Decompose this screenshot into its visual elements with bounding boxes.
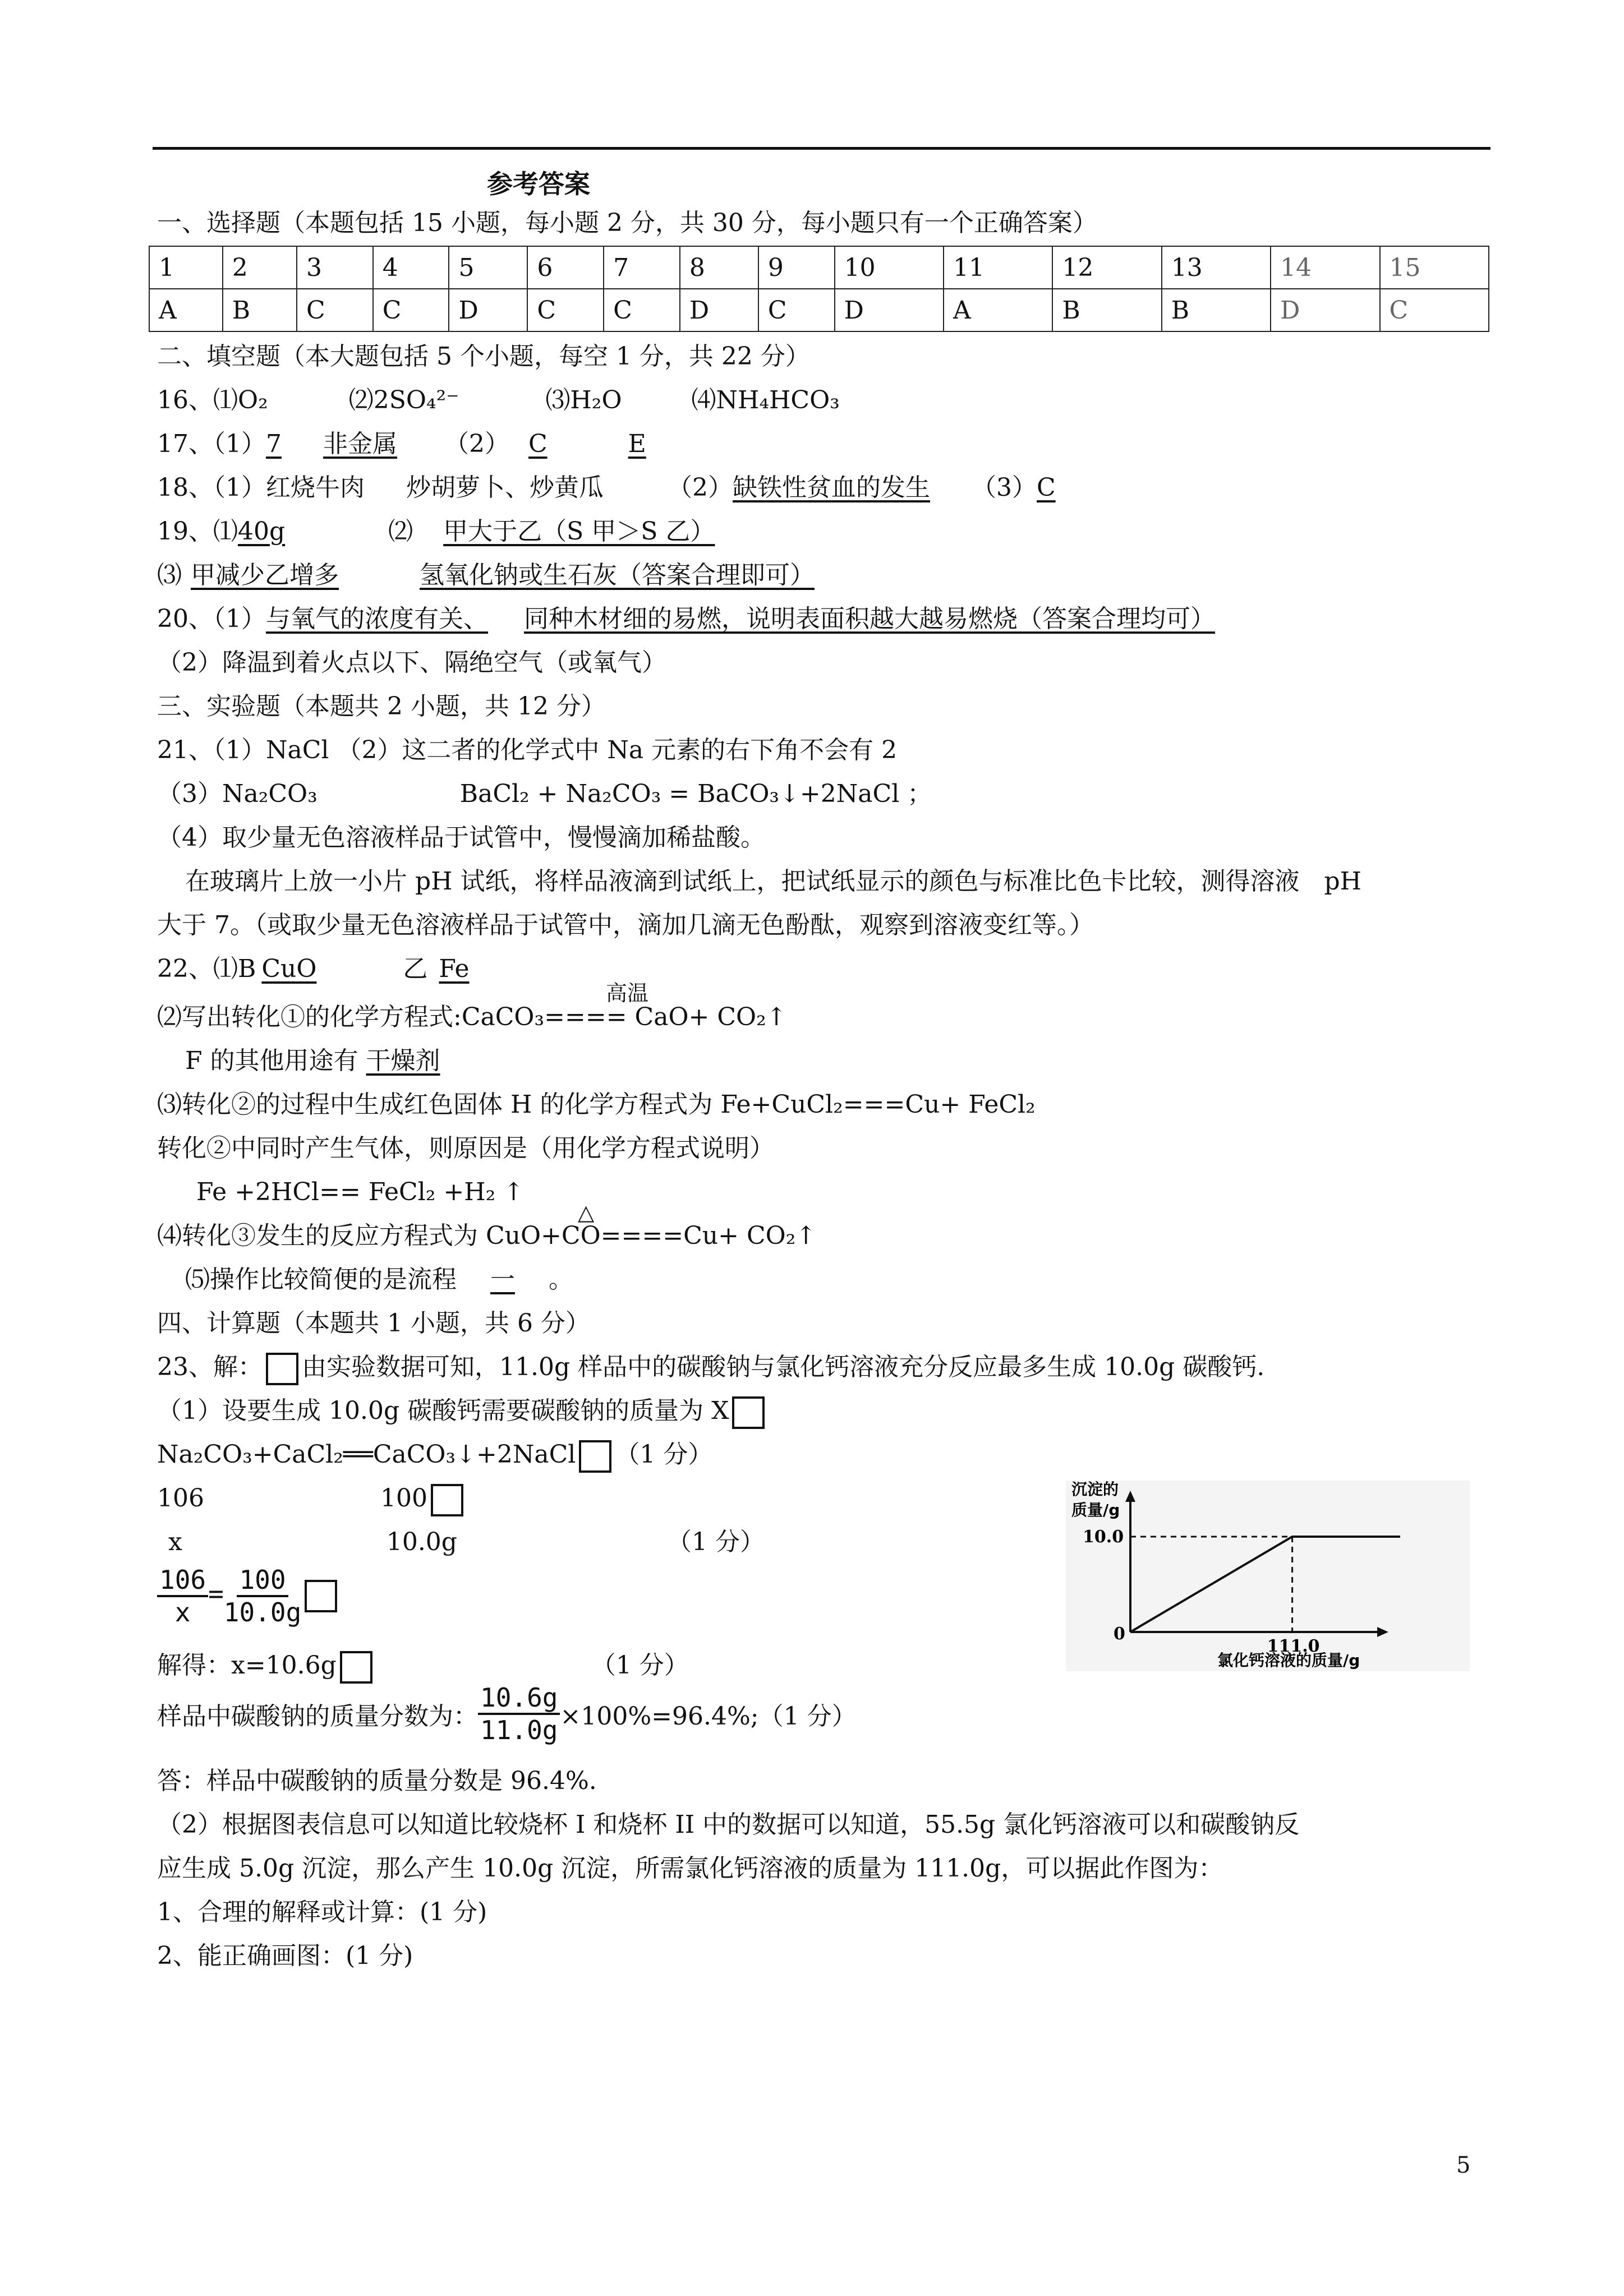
table-cell: 14 [1271, 246, 1379, 289]
q23-mass-caco3: 100 [380, 1484, 427, 1513]
q19-line1 [157, 516, 715, 547]
page-number: 5 [1456, 2152, 1471, 2178]
q20-answer2: 同种木材细的易燃，说明表面积越大越易燃烧（答案合理均可） [523, 605, 1215, 633]
q16-line [157, 385, 840, 416]
section3-heading: 三、实验题（本题共 2 小题，共 12 分） [157, 692, 606, 721]
q22-label: 22、⑴B [157, 955, 256, 983]
q23-line8 [157, 1682, 857, 1745]
q21-line1: 21、（1）NaCl （2）这二者的化学式中 Na 元素的右下角不会有 2 [157, 736, 898, 764]
q19-label: 19、⑴ [157, 517, 238, 546]
table-cell: D [1271, 289, 1379, 331]
q17-answer3: C [528, 430, 548, 458]
q21-line4: 在玻璃片上放一小片 pH 试纸，将样品液滴到试纸上，把试纸显示的颜色与标准比色卡比较，测得溶液 pH [185, 867, 1362, 896]
q21-answer3b: BaCl₂ + Na₂CO₃ = BaCO₃↓+2NaCl ； [459, 780, 932, 808]
y-axis-label: 质量/g [1071, 1501, 1120, 1519]
q19-part3: ⑶ [157, 561, 182, 589]
q22-line3 [185, 1045, 485, 1077]
q23-line13: 2、能正确画图：(1 分) [157, 1942, 413, 1970]
q23-unknown-x: x [168, 1528, 182, 1556]
table-cell: C [297, 289, 373, 331]
q17-answer4: E [628, 430, 646, 458]
q23-line11: 应生成 5.0g 沉淀，那么产生 10.0g 沉淀，所需氯化钙溶液的质量为 111.0g，可以据此作图为： [157, 1854, 1223, 1883]
table-cell: 4 [373, 246, 449, 289]
page-title: 参考答案 [487, 169, 590, 199]
table-cell: 11 [944, 246, 1052, 289]
q16-answer2: ⑵2SO₄²⁻ [348, 386, 459, 414]
q22-label-yi: 乙 [403, 955, 428, 983]
q21-answer3a: （3）Na₂CO₃ [157, 780, 318, 808]
x-axis-label: 氯化钙溶液的质量/g [1217, 1651, 1360, 1670]
table-cell: A [149, 289, 223, 331]
q22-answer-b: CuO [261, 955, 317, 983]
q23-text1: 由实验数据可知，11.0g 样品中的碳酸钠与氯化钙溶液充分反应最多生成 10.0g 碳酸钙. [302, 1353, 1265, 1381]
table-cell: B [1052, 289, 1161, 331]
q22-line8 [185, 1264, 573, 1295]
table-cell: 2 [223, 246, 297, 289]
checkbox [340, 1651, 372, 1684]
table-cell: B [1162, 289, 1271, 331]
table-cell: D [680, 289, 758, 331]
q18-line [157, 472, 1056, 504]
q22-line1 [157, 953, 470, 985]
checkbox [305, 1580, 337, 1612]
q22-line7: ⑷转化③发生的反应方程式为 CuO+CO====Cu+ CO₂↑ [157, 1221, 817, 1250]
q18-answer1: 炒胡萝卜、炒黄瓜 [406, 473, 604, 502]
q17-answer2: 非金属 [323, 430, 397, 458]
table-cell: 1 [149, 246, 223, 289]
q23-percentage-label: 样品中碳酸钠的质量分数为： [157, 1702, 478, 1731]
table-row-numbers [149, 246, 1489, 289]
y-tick-label: 10.0 [1083, 1527, 1124, 1547]
q23-equation: Na₂CO₃+CaCl₂══CaCO₃↓+2NaCl [157, 1440, 576, 1469]
table-cell: C [1380, 289, 1489, 331]
q18-label: 18、（1）红烧牛肉 [157, 473, 365, 502]
table-cell: 8 [680, 246, 758, 289]
q18-part3: （3） [971, 473, 1037, 502]
x-tick-label: 111.0 [1267, 1636, 1320, 1656]
q22-answer-f: 干燥剂 [366, 1046, 440, 1075]
q22-answer-yi: Fe [439, 955, 470, 983]
q23-score3: （1 分） [615, 1440, 713, 1469]
q18-answer2: 缺铁性贫血的发生 [732, 473, 930, 502]
section4-heading: 四、计算题（本题共 1 小题，共 6 分） [157, 1309, 590, 1338]
table-row-answers [149, 289, 1489, 331]
q19-answer3: 甲减少乙增多 [191, 561, 339, 589]
q23-line7 [157, 1650, 689, 1684]
q20-answer1: 与氧气的浓度有关、 [265, 605, 488, 633]
q23-value-10g: 10.0g [386, 1528, 457, 1556]
q23-line10: （2）根据图表信息可以知道比较烧杯 I 和烧杯 II 中的数据可以知道，55.5g 氯化钙溶液可以和碳酸钠反 [157, 1810, 1300, 1839]
top-rule [153, 147, 1490, 150]
q23-line5 [157, 1527, 765, 1558]
checkbox [579, 1440, 611, 1473]
q19-answer4: 氢氧化钠或生石灰（答案合理即可） [420, 561, 815, 589]
checkbox [431, 1484, 463, 1516]
fraction: $\frac{10.6g}{11.0g}$ [478, 1682, 560, 1745]
q17-part2: （2） [444, 430, 509, 458]
section2-heading: 二、填空题（本大题包括 5 个小题，每空 1 分，共 22 分） [157, 342, 810, 371]
q23-score5: （1 分） [666, 1528, 765, 1556]
table-cell: B [223, 289, 297, 331]
table-cell: C [604, 289, 680, 331]
table-cell: 7 [604, 246, 680, 289]
origin-label: 0 [1114, 1624, 1125, 1644]
q17-label: 17、（1） [157, 430, 266, 458]
q23-text2: （1）设要生成 10.0g 碳酸钙需要碳酸钠的质量为 X [157, 1396, 729, 1425]
q16-label: 16、 [157, 386, 213, 414]
q23-solution: 解得：x=10.6g [157, 1651, 337, 1680]
answer-table [149, 246, 1489, 332]
q19-answer2: 甲大于乙（S 甲＞S 乙） [443, 517, 715, 546]
q23-line3 [157, 1439, 712, 1473]
q16-answer3: ⑶H₂O [545, 386, 622, 414]
q19-line2 [157, 560, 815, 591]
q20-label: 20、（1） [157, 605, 266, 633]
q22-line2: ⑵写出转化①的化学方程式:CaCO₃==== CaO+ CO₂↑ [157, 1003, 787, 1031]
q23-line4 [157, 1483, 467, 1516]
q22-label-f: F 的其他用途有 [185, 1046, 358, 1075]
table-cell: 12 [1052, 246, 1161, 289]
q23-line1 [157, 1352, 1264, 1385]
table-cell: D [835, 289, 944, 331]
table-cell: D [449, 289, 527, 331]
q23-proportion: $\frac{106}{x}$ = $\frac{100}{10.0g}$ [157, 1565, 341, 1628]
table-cell: 3 [297, 246, 373, 289]
q18-answer3: C [1036, 473, 1056, 502]
q17-line [157, 428, 646, 460]
q23-label: 23、解： [157, 1353, 263, 1381]
table-cell: 6 [527, 246, 604, 289]
q22-label-flow: ⑸操作比较简便的是流程 [185, 1265, 457, 1294]
checkbox [732, 1396, 765, 1429]
q23-percentage-result: ×100%=96.4%;（1 分） [560, 1702, 857, 1731]
q23-score7: （1 分） [591, 1651, 689, 1680]
q19-answer1: 40g [238, 517, 286, 546]
q23-line2 [157, 1395, 768, 1429]
q22-line4: ⑶转化②的过程中生成红色固体 H 的化学方程式为 Fe+CuCl₂===Cu+ FeCl₂ [157, 1090, 1036, 1119]
q21-line3: （4）取少量无色溶液样品于试管中，慢慢滴加稀盐酸。 [157, 823, 765, 852]
q22-line6: Fe +2HCl== FeCl₂ +H₂ ↑ [196, 1178, 525, 1206]
table-cell: A [944, 289, 1052, 331]
q18-part2: （2） [667, 473, 733, 502]
q16-answer1: ⑴O₂ [213, 386, 268, 414]
table-cell: C [373, 289, 449, 331]
q22-line5: 转化②中同时产生气体，则原因是（用化学方程式说明） [157, 1134, 774, 1163]
q22-condition-high-temp: 高温 [606, 981, 649, 1006]
table-cell: C [758, 289, 835, 331]
table-cell: 5 [449, 246, 527, 289]
q17-answer1: 7 [265, 430, 282, 458]
q20-line2: （2）降温到着火点以下、隔绝空气（或氧气） [157, 648, 666, 677]
q21-line5: 大于 7。（或取少量无色溶液样品于试管中，滴加几滴无色酚酞，观察到溶液变红等。） [157, 911, 1094, 939]
table-cell: 9 [758, 246, 835, 289]
table-cell: 13 [1162, 246, 1271, 289]
y-axis-label: 沉淀的 [1071, 1481, 1119, 1499]
fraction: $\frac{100}{10.0g}$ [223, 1565, 302, 1628]
q20-line1 [157, 603, 1215, 635]
table-cell: C [527, 289, 604, 331]
table-cell: 15 [1380, 246, 1489, 289]
table-cell: 10 [835, 246, 944, 289]
checkbox [266, 1353, 298, 1385]
fraction: $\frac{106}{x}$ [157, 1565, 208, 1628]
section1-heading: 一、选择题（本题包括 15 小题，每小题 2 分，共 30 分，每小题只有一个正确答案） [157, 209, 1097, 237]
q23-line12: 1、合理的解释或计算：(1 分) [157, 1898, 487, 1926]
q22-condition-heat: △ [578, 1200, 595, 1225]
q21-line2 [157, 778, 932, 810]
q23-mass-na2co3: 106 [157, 1484, 204, 1513]
q22-answer-flow: 一 [490, 1265, 515, 1294]
precipitate-graph [1066, 1481, 1470, 1671]
q23-line9: 答：样品中碳酸钠的质量分数是 96.4%. [157, 1767, 597, 1795]
q16-answer4: ⑷NH₄HCO₃ [691, 386, 840, 414]
q22-period: 。 [549, 1265, 573, 1294]
q19-part2: ⑵ [388, 517, 413, 546]
